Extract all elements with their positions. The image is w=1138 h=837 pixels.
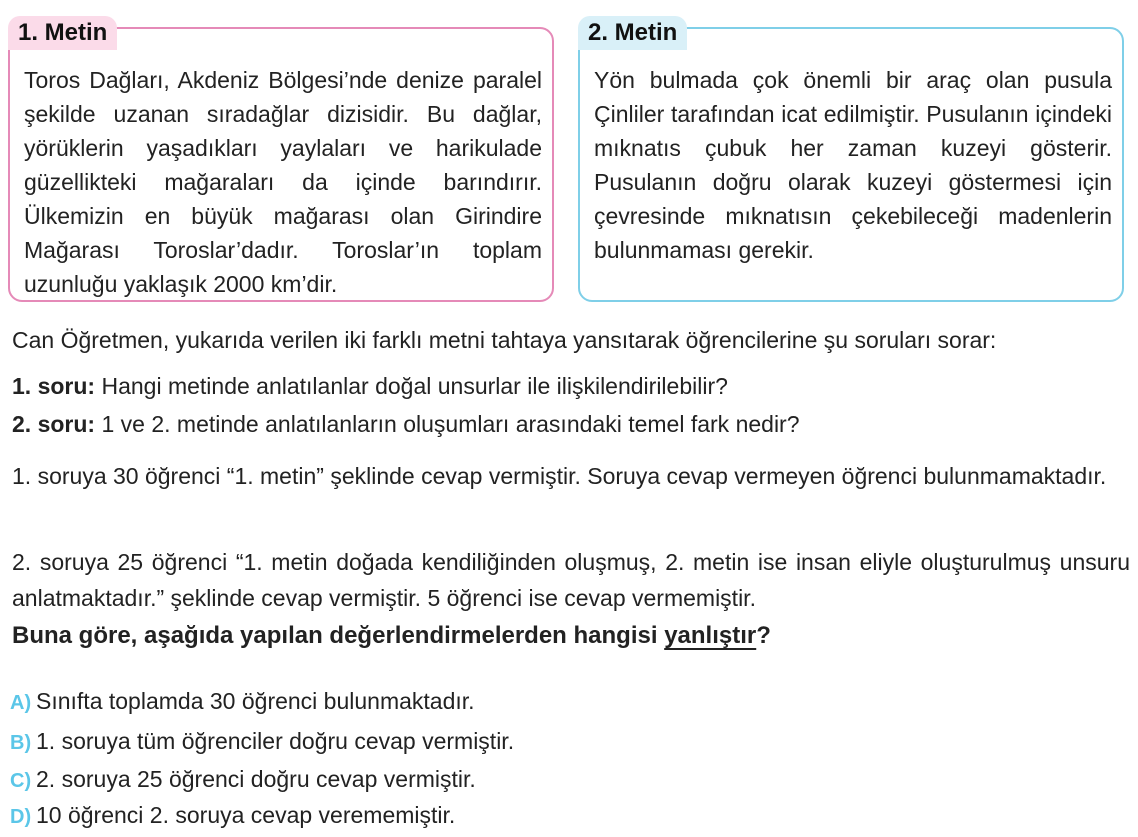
option-d[interactable] [10, 798, 455, 834]
main-question-end: ? [756, 622, 771, 649]
option-d-text: 10 öğrenci 2. soruya cevap verememiştir. [36, 802, 456, 828]
option-a-letter: A) [10, 692, 32, 714]
question-1-label: 1. soru: [12, 373, 96, 399]
main-question-emphasis: yanlıştır [664, 622, 757, 649]
option-c-letter: C) [10, 770, 32, 792]
main-question-text: Buna göre, aşağıda yapılan değerlendirmelerden hangisi [12, 622, 665, 649]
text-1-body: Toros Dağları, Akdeniz Bölgesi’nde denize paralel şekilde uzanan sıradağlar dizisidir. Bu dağlar, yörüklerin yaşadıkları yaylaları ve harikulade güzellikteki mağaraları da içinde barındırır. Ülkemizin en büyük mağarası olan Girindire Mağarası Toroslar’dadır. Toroslar’ın toplam uzunluğu yaklaşık 2000 km’dir. [24, 67, 542, 297]
text-2-title: 2. Metin [578, 16, 687, 50]
question-1-line [12, 368, 1130, 404]
option-c[interactable] [10, 762, 476, 798]
intro-text: Can Öğretmen, yukarıda verilen iki farklı metni tahtaya yansıtarak öğrencilerine şu soruları sorar: [12, 327, 997, 353]
question-2-line [12, 406, 1130, 442]
text-1-box [8, 19, 554, 302]
option-a-text: Sınıfta toplamda 30 öğrenci bulunmaktadır. [36, 688, 475, 714]
answer-2-text: 2. soruya 25 öğrenci “1. metin doğada kendiliğinden oluşmuş, 2. metin ise insan eliyle oluşturulmuş unsuru anlatmaktadır.” şeklinde cevap vermiştir. 5 öğrenci ise cevap vermemiştir. [12, 549, 1130, 611]
text-2-body: Yön bulmada çok önemli bir araç olan pusula Çinliler tarafından icat edilmiştir. Pusulanın içindeki mıknatıs çubuk her zaman kuzeyi gösterir. Pusulanın doğru olarak kuzeyi göstermesi için çevresinde mıknatısın çekebileceği madenlerin bulunmaması gerekir. [594, 67, 1112, 263]
option-c-text: 2. soruya 25 öğrenci doğru cevap vermiştir. [36, 766, 476, 792]
text-2-box [578, 19, 1124, 302]
option-b-text: 1. soruya tüm öğrenciler doğru cevap vermiştir. [36, 728, 515, 754]
question-2-text: 1 ve 2. metinde anlatılanların oluşumları arasındaki temel fark nedir? [95, 411, 800, 437]
text-1-title: 1. Metin [8, 16, 117, 50]
question-1-text: Hangi metinde anlatılanlar doğal unsurlar ile ilişkilendirilebilir? [95, 373, 728, 399]
answer-1-text: 1. soruya 30 öğrenci “1. metin” şeklinde cevap vermiştir. Soruya cevap vermeyen öğrenci bulunmamaktadır. [12, 463, 1107, 489]
option-d-letter: D) [10, 806, 32, 828]
main-question [12, 618, 1130, 654]
option-b[interactable] [10, 724, 514, 760]
question-2-label: 2. soru: [12, 411, 96, 437]
option-a[interactable] [10, 684, 475, 720]
option-b-letter: B) [10, 732, 32, 754]
